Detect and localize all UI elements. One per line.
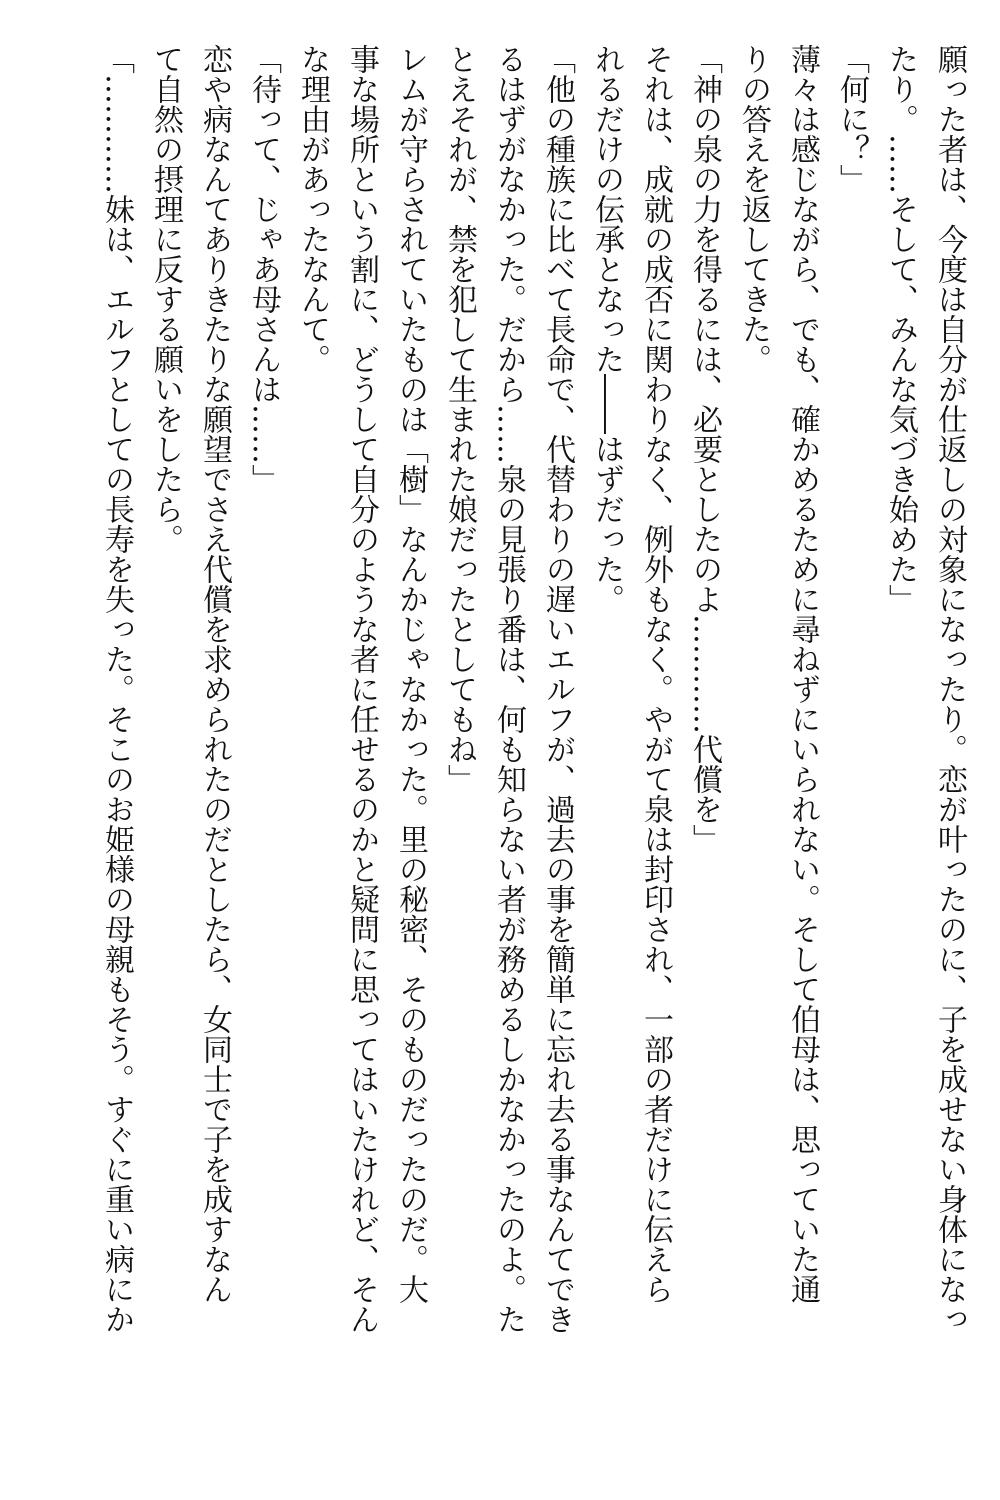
text-line: 恋や病なんてありきたりな願望でさえ代償を求められたのだとしたら、女同士で子を成すなん xyxy=(197,44,232,1304)
text-line: 事な場所という割に、どうして自分のような者に任せるのかと疑問に思ってはいたけれど、そん xyxy=(344,44,379,1334)
text-line: りの答えを返してきた。 xyxy=(736,44,771,374)
vertical-text-body xyxy=(92,44,974,1444)
text-line: それは、成就の成否に関わりなく、例外もなく。やがて泉は封印され、一部の者だけに伝えら xyxy=(638,44,673,1304)
text-line: 「何に？」 xyxy=(834,44,869,194)
text-line: れるだけの伝承となった――はずだった。 xyxy=(589,44,624,614)
text-line: とえそれが、禁を犯して生まれた娘だったとしてもね」 xyxy=(442,44,477,794)
text-line: 「待って、じゃあ母さんは……」 xyxy=(246,44,281,494)
text-line: て自然の摂理に反する願いをしたら。 xyxy=(148,44,183,554)
text-line: 「他の種族に比べて長命で、代替わりの遅いエルフが、過去の事を簡単に忘れ去る事なんてでき xyxy=(540,44,575,1334)
text-line: レムが守らされていたものは「樹」なんかじゃなかった。里の秘密、そのものだったのだ。大 xyxy=(393,44,428,1304)
text-line: な理由があったなんて。 xyxy=(295,44,330,374)
text-line: るはずがなかった。だから……泉の見張り番は、何も知らない者が務めるしかなかったのよ。た xyxy=(491,44,526,1334)
text-line: 薄々は感じながら、でも、確かめるために尋ねずにいられない。そして伯母は、思っていた通 xyxy=(785,44,820,1304)
text-line: たり。……そして、みんな気づき始めた」 xyxy=(883,44,918,614)
text-line: 「…………妹は、エルフとしての長寿を失った。そこのお姫様の母親もそう。すぐに重い病にか xyxy=(99,44,134,1334)
text-line: 「神の泉の力を得るには、必要としたのよ…………代償を」 xyxy=(687,44,722,854)
text-line: 願った者は、今度は自分が仕返しの対象になったり。恋が叶ったのに、子を成せない身体になっ xyxy=(932,44,967,1334)
